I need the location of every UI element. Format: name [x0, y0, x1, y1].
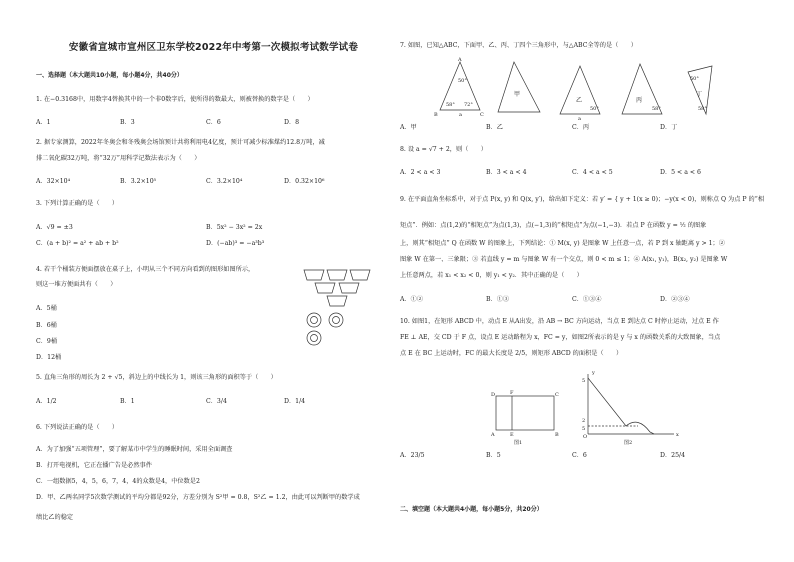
option-a: A．2 < a < 3	[400, 169, 441, 176]
svg-text:O: O	[583, 434, 588, 440]
question-9-line5: 上任意两点，若 x₁ < x₂ < 0，则 y₁ < y₂．其中正确的是（ ）	[400, 272, 583, 279]
option-c: C．3/4	[206, 398, 227, 405]
option-b: B．①③	[486, 296, 510, 303]
page-title: 安徽省宣城市宣州区卫东学校2022年中考第一次模拟考试数学试卷	[68, 42, 359, 53]
option-a: A．1/2	[36, 398, 57, 405]
svg-text:B: B	[555, 432, 559, 438]
svg-text:A: A	[458, 57, 462, 63]
question-4-option-b: B．6桶	[36, 322, 57, 329]
noodle-views-figure	[294, 266, 380, 352]
question-6-option-c: C．一组数据5，4，5，6，7，4，4的众数是4，中位数是2	[36, 478, 200, 485]
option-b: B．3	[120, 119, 135, 126]
option-c: C．6	[572, 452, 587, 459]
option-d: D．5 < a < 6	[660, 169, 701, 176]
svg-text:D: D	[491, 392, 496, 398]
svg-text:y: y	[592, 370, 595, 376]
option-b: B．5x² − 3x² = 2x	[206, 224, 263, 231]
section-heading-fill-blank: 二、填空题（本大题共4小题，每小题5分，共20分）	[400, 506, 543, 513]
figure-2-caption: 图2	[624, 440, 633, 446]
svg-text:a: a	[459, 112, 462, 118]
option-d: D．丁	[660, 124, 678, 131]
question-1-options	[36, 119, 391, 129]
question-6-option-a: A．为了加强“五项管理”，要了解某市中学生的睡眠时间，采用全面调查	[36, 446, 233, 453]
option-c: C．6	[206, 119, 221, 126]
svg-text:C: C	[555, 392, 559, 398]
svg-text:5: 5	[582, 426, 586, 432]
triangle-jia-label: 甲	[514, 91, 521, 98]
figure-1-caption: 图1	[514, 440, 523, 446]
question-2-stem-line1: 2. 据专家测算，2022年冬奥会和冬残奥会场馆预计共将利用电4亿度，预计可减少标准煤约12.8万吨，减	[36, 139, 325, 146]
question-2-options	[36, 178, 391, 188]
question-8-options	[400, 169, 770, 179]
option-c: C．4 < a < 5	[572, 169, 613, 176]
option-c: C．①③④	[572, 296, 602, 303]
svg-text:5: 5	[582, 378, 586, 384]
option-a: A．①②	[400, 296, 424, 303]
option-d: D．8	[284, 119, 300, 126]
option-b: B．3.2×10⁵	[120, 178, 157, 185]
question-10-line1: 10. 如图1，在矩形 ABCD 中，动点 E 从A出发，沿 AB → BC 方向运动，当点 E 到达点 C 时停止运动，过点 E 作	[400, 318, 719, 325]
svg-text:C: C	[480, 112, 484, 118]
svg-text:A: A	[491, 432, 495, 438]
svg-text:E: E	[510, 432, 514, 438]
question-10-line2: FE ⊥ AE，交 CD 于 F 点，设点 E 运动路程为 x，FC = y，如图2所表示的是 y 与 x 的函数关系的大致图象，当点	[400, 334, 721, 341]
question-6-option-b: B．打开电视机，它正在播广告是必然事件	[36, 462, 152, 469]
option-a: A．√9 = ±3	[36, 224, 73, 231]
svg-text:58°: 58°	[446, 102, 455, 108]
option-c: C．丙	[572, 124, 590, 131]
question-4-stem-line2: 则这一堆方便面共有（ ）	[36, 281, 117, 288]
question-3-stem: 3. 下列计算正确的是（ ）	[36, 200, 119, 207]
rectangle-and-graph-figure	[488, 370, 688, 448]
svg-text:x: x	[676, 432, 679, 438]
svg-text:a: a	[578, 116, 581, 122]
question-4-option-d: D．12桶	[36, 354, 62, 361]
svg-text:F: F	[510, 390, 514, 396]
option-a: A．甲	[400, 124, 417, 131]
triangle-ding-label: 丁	[696, 91, 703, 98]
question-3-options-ab	[36, 224, 391, 234]
question-4-option-a: A．5桶	[36, 305, 57, 312]
question-6-option-d: D．甲、乙两名同学5次数学测试的平均分都是92分，方差分别为 S²甲 = 0.8，S²乙 = 1.2，由此可以判断甲的数学成	[36, 494, 360, 501]
option-c: C．3.2×10⁴	[206, 178, 243, 185]
question-6-option-d-cont: 绩比乙的稳定	[36, 514, 74, 521]
question-2-stem-line2: 排二氧化碳32万吨，将“32万”用科学记数法表示为（ ）	[36, 155, 201, 162]
option-d: D．0.32×10⁶	[284, 178, 325, 185]
question-9-line2: 矩点”．例如：点(1,2)的“相矩点”为点(1,3)，点(−1,3)的“相矩点”为点(−1,−3)．若点 P 在函数 y = ½ 的图象	[400, 222, 707, 229]
question-10-options	[400, 452, 770, 462]
option-a: A．23/5	[400, 452, 425, 459]
question-7-options	[400, 124, 770, 134]
question-9-options	[400, 296, 770, 306]
triangle-yi-label: 乙	[576, 97, 583, 104]
option-d: D．1/4	[284, 398, 306, 405]
svg-text:58°: 58°	[652, 106, 661, 112]
option-b: B．乙	[486, 124, 503, 131]
svg-text:72°: 72°	[464, 102, 473, 108]
question-5-options	[36, 398, 391, 408]
option-b: B．5	[486, 452, 501, 459]
section-heading-choice: 一、选择题（本大题共10小题，每小题4分，共40分）	[36, 72, 183, 79]
svg-text:50°: 50°	[590, 106, 599, 112]
svg-text:58°: 58°	[698, 106, 707, 112]
question-8-stem: 8. 设 a = √7 + 2，则（ ）	[400, 146, 487, 153]
question-9-line3: 上，则其“相矩点” Q 在函数 W 的图象上，下列结论：① M(x, y) 是图象 W 上任意一点，若 P 到 x 轴距离 y > 1；②	[400, 240, 725, 247]
option-d: D．②③④	[660, 296, 690, 303]
question-9-line1: 9. 在平面直角坐标系中，对于点 P(x, y) 和 Q(x, y′)，给出如下定义：若 y′ = { y + 1(x ≥ 0)；−y(x < 0)，则称点 Q 为点 P 的“相	[400, 196, 765, 203]
question-9-line4: 图象 W 在第一、三象限；③ 若直线 y = m 与图象 W 有一个交点，则 0 < m ≤ 1；④ A(x₁, y₁)，B(x₂, y₂) 是图象 W	[400, 256, 728, 263]
question-4-stem-line1: 4. 若干个桶装方便面摆放在桌子上，小明从三个不同方向看到的图形如图所示，	[36, 266, 255, 273]
question-7-stem: 7. 如图，已知△ABC，下面甲、乙、丙、丁四个三角形中，与△ABC全等的是（ ）	[400, 42, 637, 49]
triangle-bing-label: 丙	[636, 97, 643, 104]
svg-text:50°: 50°	[690, 76, 699, 82]
option-c: C．(a + b)² = a² + ab + b²	[36, 240, 119, 247]
question-5-stem: 5. 直角三角形的周长为 2 + √5，斜边上的中线长为 1，则该三角形的面积等于（ ）	[36, 374, 277, 381]
option-a: A．1	[36, 119, 51, 126]
question-1-stem: 1. 在−0.3168中，用数字4替换其中的一个非0数字后，使所得的数最大，则被替换的数字是（ ）	[36, 96, 314, 103]
option-a: A．32×10⁴	[36, 178, 71, 185]
option-b: B．1	[120, 398, 135, 405]
svg-text:50°: 50°	[458, 78, 467, 84]
option-d: D．25/4	[660, 452, 686, 459]
option-b: B．3 < a < 4	[486, 169, 527, 176]
question-4-option-c: C．9桶	[36, 338, 58, 345]
question-6-stem: 6. 下列说法正确的是（ ）	[36, 424, 119, 431]
question-3-options-cd	[36, 240, 391, 250]
option-d: D．(−ab)³ = −a³b³	[206, 240, 265, 247]
svg-text:2: 2	[582, 418, 586, 424]
svg-text:B: B	[434, 112, 438, 118]
triangles-figure	[430, 56, 720, 122]
question-10-line3: 点 E 在 BC 上运动时，FC 的最大长度是 2/5，则矩形 ABCD 的面积是（ ）	[400, 350, 623, 357]
